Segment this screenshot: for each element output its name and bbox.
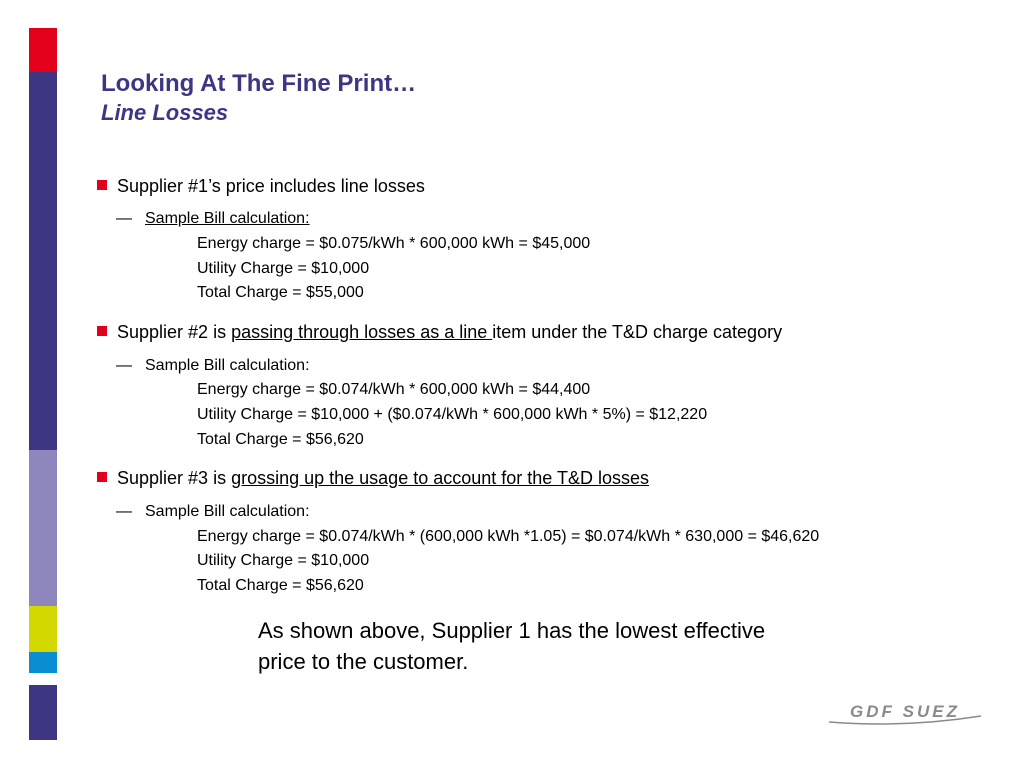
dash-icon: —: [116, 503, 132, 520]
gdf-suez-logo: [825, 698, 985, 726]
supplier2-sample-label: Sample Bill calculation:: [145, 357, 310, 374]
supplier2-energy-charge: Energy charge = $0.074/kWh * 600,000 kWh = $44,400: [197, 381, 591, 398]
supplier1-utility-charge: Utility Charge = $10,000: [197, 260, 370, 277]
supplier1-energy-charge: Energy charge = $0.075/kWh * 600,000 kWh = $45,000: [197, 235, 591, 252]
supplier3-sample-label: Sample Bill calculation:: [145, 503, 310, 520]
bullet-square-icon: [97, 472, 107, 482]
supplier2-total-charge: Total Charge = $56,620: [197, 431, 364, 448]
supplier1-bullet: Supplier #1’s price includes line losses: [117, 176, 425, 196]
accent-bar-red: [29, 28, 57, 72]
accent-bar-navy-bottom: [29, 685, 57, 740]
supplier2-utility-charge: Utility Charge = $10,000 + ($0.074/kWh * 600,000 kWh * 5%) = $12,220: [197, 406, 708, 423]
supplier3-utility-charge: Utility Charge = $10,000: [197, 552, 370, 569]
dash-icon: —: [116, 357, 132, 374]
accent-bar-lime: [29, 606, 57, 652]
supplier2-bullet: Supplier #2 is passing through losses as a line item under the T&D charge category: [117, 322, 783, 342]
accent-bar-lavender: [29, 450, 57, 606]
bullet-square-icon: [97, 180, 107, 190]
slide-title: Looking At The Fine Print…: [101, 70, 417, 97]
dash-icon: —: [116, 210, 132, 227]
accent-bar-cyan: [29, 652, 57, 673]
supplier3-total-charge: Total Charge = $56,620: [197, 577, 364, 594]
conclusion-text: As shown above, Supplier 1 has the lowest effective price to the customer.: [258, 618, 766, 674]
logo-text: GDF SUEZ: [850, 702, 960, 721]
slide-subtitle: Line Losses: [101, 100, 229, 125]
accent-bar-navy: [29, 72, 57, 450]
bullet-square-icon: [97, 326, 107, 336]
supplier1-sample-label: Sample Bill calculation:: [145, 210, 310, 227]
supplier3-energy-charge: Energy charge = $0.074/kWh * (600,000 kWh *1.05) = $0.074/kWh * 630,000 = $46,620: [197, 528, 820, 545]
supplier1-total-charge: Total Charge = $55,000: [197, 284, 364, 301]
supplier3-bullet: Supplier #3 is grossing up the usage to account for the T&D losses: [117, 468, 649, 488]
